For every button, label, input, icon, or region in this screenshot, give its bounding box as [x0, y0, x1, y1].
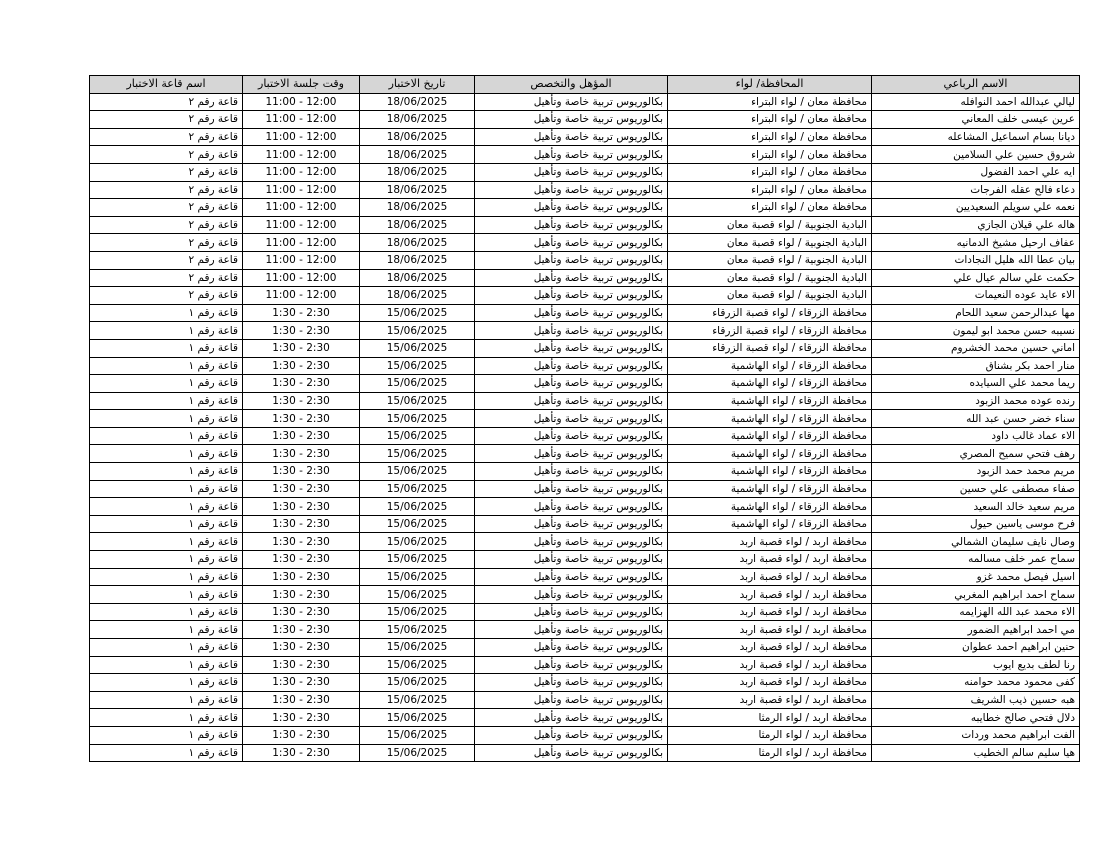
cell-date: 18/06/2025 [360, 199, 475, 217]
cell-qualification: بكالوريوس تربية خاصة وتأهيل [475, 691, 668, 709]
cell-date: 15/06/2025 [360, 392, 475, 410]
cell-qualification: بكالوريوس تربية خاصة وتأهيل [475, 709, 668, 727]
cell-governorate: محافظة الزرقاء / لواء الهاشمية [668, 515, 872, 533]
cell-governorate: البادية الجنوبية / لواء قصبة معان [668, 234, 872, 252]
cell-qualification: بكالوريوس تربية خاصة وتأهيل [475, 498, 668, 516]
table-row [90, 322, 1080, 340]
cell-date: 15/06/2025 [360, 410, 475, 428]
table-row [90, 216, 1080, 234]
cell-date: 15/06/2025 [360, 533, 475, 551]
table-row [90, 639, 1080, 657]
cell-time: 1:30 - 2:30 [243, 427, 360, 445]
cell-time: 1:30 - 2:30 [243, 375, 360, 393]
header-hall: اسم قاعة الاختبار [90, 76, 243, 94]
header-time: وقت جلسة الاختبار [243, 76, 360, 94]
cell-governorate: محافظة معان / لواء البتراء [668, 146, 872, 164]
table-row [90, 375, 1080, 393]
cell-governorate: محافظة اربد / لواء قصبة اربد [668, 639, 872, 657]
cell-time: 11:00 - 12:00 [243, 128, 360, 146]
cell-date: 15/06/2025 [360, 744, 475, 762]
cell-governorate: محافظة الزرقاء / لواء الهاشمية [668, 427, 872, 445]
cell-hall: قاعة رقم ١ [90, 621, 243, 639]
cell-date: 15/06/2025 [360, 691, 475, 709]
cell-hall: قاعة رقم ٢ [90, 251, 243, 269]
cell-time: 1:30 - 2:30 [243, 691, 360, 709]
cell-date: 15/06/2025 [360, 639, 475, 657]
table-row [90, 199, 1080, 217]
cell-name: الاء عماد غالب داود [872, 427, 1080, 445]
cell-name: شروق حسين علي السلامين [872, 146, 1080, 164]
table-row [90, 427, 1080, 445]
cell-qualification: بكالوريوس تربية خاصة وتأهيل [475, 287, 668, 305]
cell-hall: قاعة رقم ١ [90, 515, 243, 533]
cell-date: 18/06/2025 [360, 269, 475, 287]
cell-hall: قاعة رقم ١ [90, 744, 243, 762]
cell-hall: قاعة رقم ٢ [90, 163, 243, 181]
cell-name: الاء عايد عوده النعيمات [872, 287, 1080, 305]
cell-date: 15/06/2025 [360, 375, 475, 393]
cell-name: مريم سعيد خالد السعيد [872, 498, 1080, 516]
cell-hall: قاعة رقم ١ [90, 639, 243, 657]
cell-date: 18/06/2025 [360, 251, 475, 269]
table-row [90, 146, 1080, 164]
cell-hall: قاعة رقم ١ [90, 709, 243, 727]
cell-qualification: بكالوريوس تربية خاصة وتأهيل [475, 463, 668, 481]
cell-qualification: بكالوريوس تربية خاصة وتأهيل [475, 568, 668, 586]
cell-date: 15/06/2025 [360, 480, 475, 498]
table-row [90, 568, 1080, 586]
cell-governorate: البادية الجنوبية / لواء قصبة معان [668, 216, 872, 234]
cell-qualification: بكالوريوس تربية خاصة وتأهيل [475, 744, 668, 762]
cell-time: 1:30 - 2:30 [243, 551, 360, 569]
cell-name: عفاف ارحيل مشيخ الدمانيه [872, 234, 1080, 252]
cell-hall: قاعة رقم ١ [90, 410, 243, 428]
cell-time: 1:30 - 2:30 [243, 515, 360, 533]
cell-name: كفى محمود محمد حوامنه [872, 674, 1080, 692]
cell-time: 1:30 - 2:30 [243, 463, 360, 481]
cell-qualification: بكالوريوس تربية خاصة وتأهيل [475, 603, 668, 621]
cell-name: بيان عطا الله هليل النجادات [872, 251, 1080, 269]
cell-date: 15/06/2025 [360, 656, 475, 674]
table-row [90, 287, 1080, 305]
cell-qualification: بكالوريوس تربية خاصة وتأهيل [475, 304, 668, 322]
table-row [90, 111, 1080, 129]
cell-hall: قاعة رقم ٢ [90, 181, 243, 199]
cell-qualification: بكالوريوس تربية خاصة وتأهيل [475, 427, 668, 445]
cell-governorate: محافظة الزرقاء / لواء الهاشمية [668, 392, 872, 410]
cell-name: سناء خضر حسن عبد الله [872, 410, 1080, 428]
cell-hall: قاعة رقم ١ [90, 427, 243, 445]
cell-hall: قاعة رقم ١ [90, 691, 243, 709]
cell-governorate: محافظة الزرقاء / لواء الهاشمية [668, 480, 872, 498]
cell-name: نسيبه حسن محمد ابو ليمون [872, 322, 1080, 340]
cell-date: 15/06/2025 [360, 304, 475, 322]
cell-qualification: بكالوريوس تربية خاصة وتأهيل [475, 621, 668, 639]
cell-qualification: بكالوريوس تربية خاصة وتأهيل [475, 726, 668, 744]
cell-hall: قاعة رقم ١ [90, 322, 243, 340]
cell-governorate: محافظة معان / لواء البتراء [668, 163, 872, 181]
table-body [90, 93, 1080, 762]
cell-name: منار احمد بكر بشناق [872, 357, 1080, 375]
cell-governorate: محافظة معان / لواء البتراء [668, 128, 872, 146]
cell-time: 1:30 - 2:30 [243, 339, 360, 357]
table-row [90, 304, 1080, 322]
cell-governorate: محافظة اربد / لواء الرمثا [668, 709, 872, 727]
cell-name: عرين عيسى خلف المعاني [872, 111, 1080, 129]
header-date: تاريخ الاختبار [360, 76, 475, 94]
cell-name: صفاء مصطفى علي حسين [872, 480, 1080, 498]
cell-name: هاله علي قيلان الجازي [872, 216, 1080, 234]
cell-date: 15/06/2025 [360, 498, 475, 516]
cell-date: 18/06/2025 [360, 128, 475, 146]
cell-name: مريم محمد حمد الزبود [872, 463, 1080, 481]
cell-qualification: بكالوريوس تربية خاصة وتأهيل [475, 163, 668, 181]
cell-time: 1:30 - 2:30 [243, 498, 360, 516]
cell-hall: قاعة رقم ٢ [90, 287, 243, 305]
table-row [90, 251, 1080, 269]
cell-hall: قاعة رقم ١ [90, 533, 243, 551]
cell-hall: قاعة رقم ١ [90, 551, 243, 569]
cell-date: 18/06/2025 [360, 111, 475, 129]
cell-name: مي احمد ابراهيم الضمور [872, 621, 1080, 639]
cell-name: ليالي عبدالله احمد النوافله [872, 93, 1080, 111]
table-row [90, 357, 1080, 375]
cell-qualification: بكالوريوس تربية خاصة وتأهيل [475, 656, 668, 674]
cell-hall: قاعة رقم ١ [90, 463, 243, 481]
cell-date: 15/06/2025 [360, 586, 475, 604]
cell-time: 1:30 - 2:30 [243, 726, 360, 744]
cell-date: 15/06/2025 [360, 726, 475, 744]
cell-hall: قاعة رقم ٢ [90, 93, 243, 111]
cell-time: 1:30 - 2:30 [243, 744, 360, 762]
table-row [90, 533, 1080, 551]
cell-governorate: محافظة اربد / لواء قصبة اربد [668, 533, 872, 551]
cell-governorate: البادية الجنوبية / لواء قصبة معان [668, 251, 872, 269]
cell-name: هبه حسين ذيب الشريف [872, 691, 1080, 709]
cell-hall: قاعة رقم ١ [90, 480, 243, 498]
cell-time: 11:00 - 12:00 [243, 251, 360, 269]
cell-date: 18/06/2025 [360, 93, 475, 111]
cell-date: 15/06/2025 [360, 515, 475, 533]
table-row [90, 621, 1080, 639]
cell-time: 1:30 - 2:30 [243, 603, 360, 621]
cell-time: 1:30 - 2:30 [243, 621, 360, 639]
cell-name: اسيل فيصل محمد غزو [872, 568, 1080, 586]
cell-name: اماني حسين محمد الخشروم [872, 339, 1080, 357]
cell-qualification: بكالوريوس تربية خاصة وتأهيل [475, 128, 668, 146]
cell-time: 1:30 - 2:30 [243, 410, 360, 428]
cell-date: 15/06/2025 [360, 357, 475, 375]
cell-time: 11:00 - 12:00 [243, 287, 360, 305]
table-row [90, 498, 1080, 516]
table-row [90, 515, 1080, 533]
table-row [90, 269, 1080, 287]
cell-governorate: محافظة الزرقاء / لواء قصبة الزرقاء [668, 339, 872, 357]
cell-date: 18/06/2025 [360, 146, 475, 164]
cell-time: 1:30 - 2:30 [243, 709, 360, 727]
header-governorate: المحافظة/ لواء [668, 76, 872, 94]
header-qualification: المؤهل والتخصص [475, 76, 668, 94]
cell-date: 18/06/2025 [360, 234, 475, 252]
cell-date: 18/06/2025 [360, 163, 475, 181]
cell-name: حنين ابراهيم احمد عطوان [872, 639, 1080, 657]
cell-date: 15/06/2025 [360, 445, 475, 463]
cell-time: 11:00 - 12:00 [243, 111, 360, 129]
cell-time: 11:00 - 12:00 [243, 269, 360, 287]
cell-name: دعاء فالح عقله الفرجات [872, 181, 1080, 199]
cell-date: 15/06/2025 [360, 709, 475, 727]
cell-name: حكمت علي سالم عيال علي [872, 269, 1080, 287]
cell-governorate: محافظة اربد / لواء الرمثا [668, 744, 872, 762]
cell-qualification: بكالوريوس تربية خاصة وتأهيل [475, 339, 668, 357]
table-row [90, 463, 1080, 481]
cell-hall: قاعة رقم ٢ [90, 234, 243, 252]
table-row [90, 603, 1080, 621]
cell-qualification: بكالوريوس تربية خاصة وتأهيل [475, 322, 668, 340]
cell-time: 1:30 - 2:30 [243, 392, 360, 410]
table-row [90, 744, 1080, 762]
cell-date: 15/06/2025 [360, 568, 475, 586]
cell-name: الفت ابراهيم محمد وردات [872, 726, 1080, 744]
cell-governorate: محافظة اربد / لواء قصبة اربد [668, 603, 872, 621]
table-row [90, 586, 1080, 604]
cell-qualification: بكالوريوس تربية خاصة وتأهيل [475, 515, 668, 533]
cell-hall: قاعة رقم ١ [90, 339, 243, 357]
cell-qualification: بكالوريوس تربية خاصة وتأهيل [475, 533, 668, 551]
cell-governorate: محافظة الزرقاء / لواء الهاشمية [668, 463, 872, 481]
table-row [90, 392, 1080, 410]
cell-time: 11:00 - 12:00 [243, 234, 360, 252]
cell-date: 18/06/2025 [360, 216, 475, 234]
cell-qualification: بكالوريوس تربية خاصة وتأهيل [475, 357, 668, 375]
table-row [90, 445, 1080, 463]
cell-hall: قاعة رقم ٢ [90, 199, 243, 217]
table-row [90, 656, 1080, 674]
cell-qualification: بكالوريوس تربية خاصة وتأهيل [475, 146, 668, 164]
cell-governorate: محافظة اربد / لواء الرمثا [668, 726, 872, 744]
cell-time: 1:30 - 2:30 [243, 674, 360, 692]
cell-name: ديانا بسام اسماعيل المشاعله [872, 128, 1080, 146]
table-row [90, 181, 1080, 199]
cell-time: 11:00 - 12:00 [243, 146, 360, 164]
cell-governorate: محافظة اربد / لواء قصبة اربد [668, 621, 872, 639]
table-row [90, 709, 1080, 727]
cell-governorate: محافظة معان / لواء البتراء [668, 111, 872, 129]
cell-qualification: بكالوريوس تربية خاصة وتأهيل [475, 216, 668, 234]
cell-name: وصال نايف سليمان الشمالي [872, 533, 1080, 551]
cell-hall: قاعة رقم ٢ [90, 111, 243, 129]
cell-time: 1:30 - 2:30 [243, 480, 360, 498]
cell-date: 15/06/2025 [360, 603, 475, 621]
cell-governorate: محافظة الزرقاء / لواء الهاشمية [668, 410, 872, 428]
cell-governorate: محافظة معان / لواء البتراء [668, 181, 872, 199]
cell-qualification: بكالوريوس تربية خاصة وتأهيل [475, 234, 668, 252]
cell-time: 1:30 - 2:30 [243, 533, 360, 551]
cell-name: رنا لطف بديع ايوب [872, 656, 1080, 674]
cell-time: 11:00 - 12:00 [243, 93, 360, 111]
cell-name: فرح موسى ياسين حيول [872, 515, 1080, 533]
table-row [90, 674, 1080, 692]
table-row [90, 551, 1080, 569]
cell-name: الاء محمد عبد الله الهزايمه [872, 603, 1080, 621]
cell-name: سماح عمر خلف مسالمه [872, 551, 1080, 569]
cell-time: 1:30 - 2:30 [243, 322, 360, 340]
cell-governorate: محافظة معان / لواء البتراء [668, 199, 872, 217]
cell-governorate: محافظة الزرقاء / لواء الهاشمية [668, 375, 872, 393]
cell-governorate: محافظة الزرقاء / لواء الهاشمية [668, 357, 872, 375]
cell-qualification: بكالوريوس تربية خاصة وتأهيل [475, 269, 668, 287]
cell-name: رهف فتحي سميح المصري [872, 445, 1080, 463]
cell-name: نعمه علي سويلم السعيديين [872, 199, 1080, 217]
cell-name: ريما محمد علي السيايده [872, 375, 1080, 393]
cell-time: 1:30 - 2:30 [243, 656, 360, 674]
cell-hall: قاعة رقم ١ [90, 392, 243, 410]
cell-governorate: محافظة اربد / لواء قصبة اربد [668, 691, 872, 709]
cell-governorate: محافظة اربد / لواء قصبة اربد [668, 674, 872, 692]
cell-governorate: محافظة الزرقاء / لواء قصبة الزرقاء [668, 322, 872, 340]
cell-date: 18/06/2025 [360, 287, 475, 305]
table-row [90, 726, 1080, 744]
cell-hall: قاعة رقم ١ [90, 375, 243, 393]
cell-time: 1:30 - 2:30 [243, 357, 360, 375]
cell-hall: قاعة رقم ١ [90, 445, 243, 463]
table-row [90, 480, 1080, 498]
cell-governorate: محافظة اربد / لواء قصبة اربد [668, 568, 872, 586]
cell-time: 11:00 - 12:00 [243, 216, 360, 234]
cell-hall: قاعة رقم ١ [90, 674, 243, 692]
cell-hall: قاعة رقم ٢ [90, 216, 243, 234]
cell-time: 11:00 - 12:00 [243, 199, 360, 217]
cell-hall: قاعة رقم ١ [90, 726, 243, 744]
cell-qualification: بكالوريوس تربية خاصة وتأهيل [475, 199, 668, 217]
cell-hall: قاعة رقم ١ [90, 304, 243, 322]
cell-date: 15/06/2025 [360, 339, 475, 357]
cell-qualification: بكالوريوس تربية خاصة وتأهيل [475, 586, 668, 604]
cell-governorate: محافظة معان / لواء البتراء [668, 93, 872, 111]
cell-date: 18/06/2025 [360, 181, 475, 199]
cell-hall: قاعة رقم ١ [90, 568, 243, 586]
cell-time: 1:30 - 2:30 [243, 445, 360, 463]
exam-schedule-table [89, 75, 1080, 762]
cell-name: رنده عوده محمد الزبود [872, 392, 1080, 410]
cell-date: 15/06/2025 [360, 463, 475, 481]
table-row [90, 691, 1080, 709]
cell-hall: قاعة رقم ١ [90, 603, 243, 621]
cell-date: 15/06/2025 [360, 322, 475, 340]
header-name: الاسم الرباعي [872, 76, 1080, 94]
cell-time: 11:00 - 12:00 [243, 181, 360, 199]
cell-hall: قاعة رقم ١ [90, 656, 243, 674]
cell-date: 15/06/2025 [360, 621, 475, 639]
cell-governorate: محافظة الزرقاء / لواء الهاشمية [668, 498, 872, 516]
table-row [90, 93, 1080, 111]
cell-name: هيا سليم سالم الخطيب [872, 744, 1080, 762]
cell-governorate: محافظة اربد / لواء قصبة اربد [668, 551, 872, 569]
table-row [90, 163, 1080, 181]
cell-qualification: بكالوريوس تربية خاصة وتأهيل [475, 639, 668, 657]
cell-hall: قاعة رقم ١ [90, 586, 243, 604]
table-row [90, 410, 1080, 428]
cell-time: 11:00 - 12:00 [243, 163, 360, 181]
cell-hall: قاعة رقم ١ [90, 498, 243, 516]
exam-schedule-sheet [89, 75, 1079, 762]
cell-qualification: بكالوريوس تربية خاصة وتأهيل [475, 410, 668, 428]
cell-time: 1:30 - 2:30 [243, 639, 360, 657]
cell-date: 15/06/2025 [360, 674, 475, 692]
cell-time: 1:30 - 2:30 [243, 304, 360, 322]
cell-qualification: بكالوريوس تربية خاصة وتأهيل [475, 93, 668, 111]
cell-qualification: بكالوريوس تربية خاصة وتأهيل [475, 674, 668, 692]
table-row [90, 128, 1080, 146]
table-row [90, 234, 1080, 252]
cell-name: مها عبدالرحمن سعيد اللحام [872, 304, 1080, 322]
cell-qualification: بكالوريوس تربية خاصة وتأهيل [475, 480, 668, 498]
cell-hall: قاعة رقم ٢ [90, 146, 243, 164]
cell-qualification: بكالوريوس تربية خاصة وتأهيل [475, 392, 668, 410]
cell-name: سماح احمد ابراهيم المغربي [872, 586, 1080, 604]
cell-governorate: محافظة اربد / لواء قصبة اربد [668, 586, 872, 604]
cell-date: 15/06/2025 [360, 427, 475, 445]
cell-governorate: محافظة الزرقاء / لواء الهاشمية [668, 445, 872, 463]
cell-qualification: بكالوريوس تربية خاصة وتأهيل [475, 111, 668, 129]
cell-name: دلال فتحي صالح خطايبه [872, 709, 1080, 727]
cell-hall: قاعة رقم ٢ [90, 128, 243, 146]
cell-qualification: بكالوريوس تربية خاصة وتأهيل [475, 181, 668, 199]
cell-qualification: بكالوريوس تربية خاصة وتأهيل [475, 551, 668, 569]
cell-qualification: بكالوريوس تربية خاصة وتأهيل [475, 251, 668, 269]
cell-date: 15/06/2025 [360, 551, 475, 569]
cell-time: 1:30 - 2:30 [243, 568, 360, 586]
cell-hall: قاعة رقم ١ [90, 357, 243, 375]
cell-governorate: محافظة الزرقاء / لواء قصبة الزرقاء [668, 304, 872, 322]
table-header-row [90, 76, 1080, 94]
cell-qualification: بكالوريوس تربية خاصة وتأهيل [475, 445, 668, 463]
cell-time: 1:30 - 2:30 [243, 586, 360, 604]
cell-name: ايه علي احمد الفضول [872, 163, 1080, 181]
cell-governorate: محافظة اربد / لواء قصبة اربد [668, 656, 872, 674]
table-row [90, 339, 1080, 357]
cell-governorate: البادية الجنوبية / لواء قصبة معان [668, 287, 872, 305]
cell-qualification: بكالوريوس تربية خاصة وتأهيل [475, 375, 668, 393]
cell-governorate: البادية الجنوبية / لواء قصبة معان [668, 269, 872, 287]
cell-hall: قاعة رقم ٢ [90, 269, 243, 287]
